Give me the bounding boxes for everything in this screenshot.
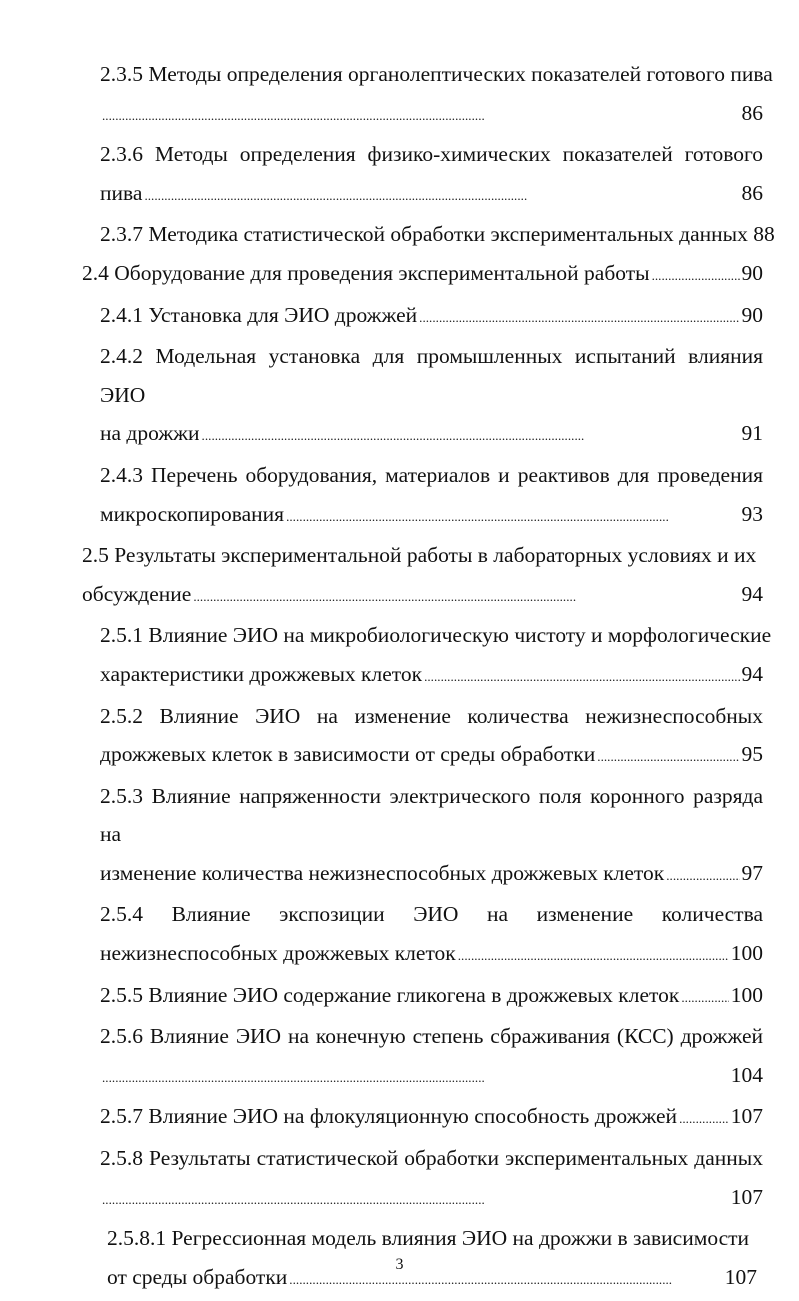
toc-page-number: 94 <box>741 661 763 686</box>
dot-leader <box>681 976 728 1018</box>
toc-entry-2-4-1[interactable] <box>100 296 763 338</box>
toc-entry-2-5-2[interactable]: 2.5.2 Влияние ЭИО на изменение количества нежизнеспособных дрожжевых клеток в зависимости от среды обработки . . . 95 <box>100 697 763 777</box>
dot-leader <box>597 735 739 777</box>
toc-entry-title: 2.5.3 Влияние напряженности электрического поля коронного разряда на <box>100 783 763 847</box>
toc-page-number: 90 <box>741 260 763 285</box>
toc-entry-2-4[interactable] <box>82 254 763 296</box>
toc-page-number: 107 <box>730 1184 763 1209</box>
page-footer-number: 3 <box>395 1256 404 1273</box>
toc-entry-2-5-6[interactable] <box>100 1017 763 1097</box>
toc-entry-2-4-3[interactable]: 2.4.3 Перечень оборудования, материалов и реактивов для проведения микроскопирования . . . 93 <box>100 456 763 536</box>
toc-page-number: 86 <box>741 100 763 125</box>
dot-leader <box>102 94 740 136</box>
toc-entry-2-3-6[interactable]: 2.3.6 Методы определения физико-химических показателей готового пива . . . 86 <box>100 135 763 215</box>
toc-entry-2-5-8[interactable] <box>100 1139 763 1219</box>
toc-page-number: 93 <box>741 501 763 526</box>
toc-entry-title: 2.5.2 Влияние ЭИО на изменение количества нежизнеспособных <box>100 703 763 728</box>
toc-entry-title: 2.3.6 Методы определения физико-химических показателей готового <box>100 142 763 167</box>
dot-leader <box>193 575 739 617</box>
table-of-contents <box>0 55 799 1299</box>
toc-page-number: 91 <box>741 421 763 446</box>
toc-entry-2-5-8-1[interactable]: 2.5.8.1 Регрессионная модель влияния ЭИО на дрожжи в зависимости от среды обработки . . . 107 <box>107 1219 757 1299</box>
dot-leader <box>102 1056 729 1098</box>
dot-leader <box>144 174 739 216</box>
toc-page-number: 107 <box>730 1104 763 1129</box>
toc-entry-title: 2.3.7 Методика статистической обработки экспериментальных данных <box>100 222 748 247</box>
toc-page-number: 100 <box>730 982 763 1007</box>
toc-page-number: 95 <box>741 742 763 767</box>
toc-entry-title: 2.5.6 Влияние ЭИО на конечную степень сбраживания (КСС) дрожжей <box>100 1024 763 1049</box>
toc-entry-2-5-7[interactable] <box>100 1097 763 1139</box>
toc-entry-2-5-4[interactable]: 2.5.4 Влияние экспозиции ЭИО на изменение количества нежизнеспособных дрожжевых клеток . . . 100 <box>100 895 763 975</box>
dot-leader <box>286 495 739 537</box>
toc-page-number: 107 <box>724 1264 757 1289</box>
toc-entry-title: 2.4 Оборудование для проведения экспериментальной работы <box>82 260 650 285</box>
toc-entry-2-3-5[interactable] <box>100 55 773 135</box>
toc-entry-title: 2.5.8.1 Регрессионная модель влияния ЭИО на дрожжи в зависимости <box>107 1226 750 1251</box>
toc-page-number: 94 <box>741 581 763 606</box>
dot-leader <box>652 254 740 296</box>
toc-entry-title: 2.4.2 Модельная установка для промышленных испытаний влияния ЭИО <box>100 344 763 407</box>
dot-leader <box>666 854 739 896</box>
dot-leader <box>419 296 739 338</box>
dot-leader <box>102 1178 729 1220</box>
toc-entry-title: 2.5.7 Влияние ЭИО на флокуляционную способность дрожжей <box>100 1104 678 1129</box>
toc-entry-2-5[interactable]: 2.5 Результаты экспериментальной работы в лабораторных условиях и их обсуждение . . . 94 <box>82 536 763 616</box>
toc-entry-2-3-7[interactable] <box>100 215 775 254</box>
dot-leader <box>202 414 740 456</box>
toc-entry-title: 2.5.5 Влияние ЭИО содержание гликогена в дрожжевых клеток <box>100 982 680 1007</box>
toc-page-number: 88 <box>753 222 775 247</box>
toc-entry-title: 2.3.5 Методы определения органолептических показателей готового пива <box>100 62 773 86</box>
toc-entry-title: 2.4.3 Перечень оборудования, материалов и реактивов для проведения <box>100 462 763 487</box>
dot-leader <box>424 655 739 697</box>
toc-page-number: 90 <box>741 302 763 327</box>
toc-page-number: 100 <box>730 941 763 966</box>
toc-page-number: 104 <box>730 1062 763 1087</box>
dot-leader <box>679 1097 729 1139</box>
toc-entry-2-5-5[interactable] <box>100 976 763 1018</box>
toc-page-number: 86 <box>741 180 763 205</box>
toc-entry-title: 2.5.4 Влияние экспозиции ЭИО на изменение количества <box>100 902 763 927</box>
toc-page-number: 97 <box>741 860 763 885</box>
toc-entry-title: 2.5 Результаты экспериментальной работы в лабораторных условиях и их <box>82 543 757 568</box>
toc-entry-title: 2.4.1 Установка для ЭИО дрожжей <box>100 302 418 327</box>
toc-entry-title: 2.5.1 Влияние ЭИО на микробиологическую чистоту и морфологические <box>100 623 772 648</box>
toc-entry-2-5-1[interactable]: 2.5.1 Влияние ЭИО на микробиологическую чистоту и морфологические характеристики дрожжевых клеток . . . 94 <box>100 616 763 696</box>
dot-leader <box>458 934 729 976</box>
toc-entry-2-4-2[interactable]: 2.4.2 Модельная установка для промышленных испытаний влияния ЭИО на дрожжи . . . 91 <box>100 337 763 456</box>
toc-entry-title: 2.5.8 Результаты статистической обработки экспериментальных данных <box>100 1146 763 1171</box>
toc-entry-2-5-3[interactable]: 2.5.3 Влияние напряженности электрического поля коронного разряда на изменение количества нежизнеспособных дрожжевых клеток . . . 97 <box>100 777 763 896</box>
